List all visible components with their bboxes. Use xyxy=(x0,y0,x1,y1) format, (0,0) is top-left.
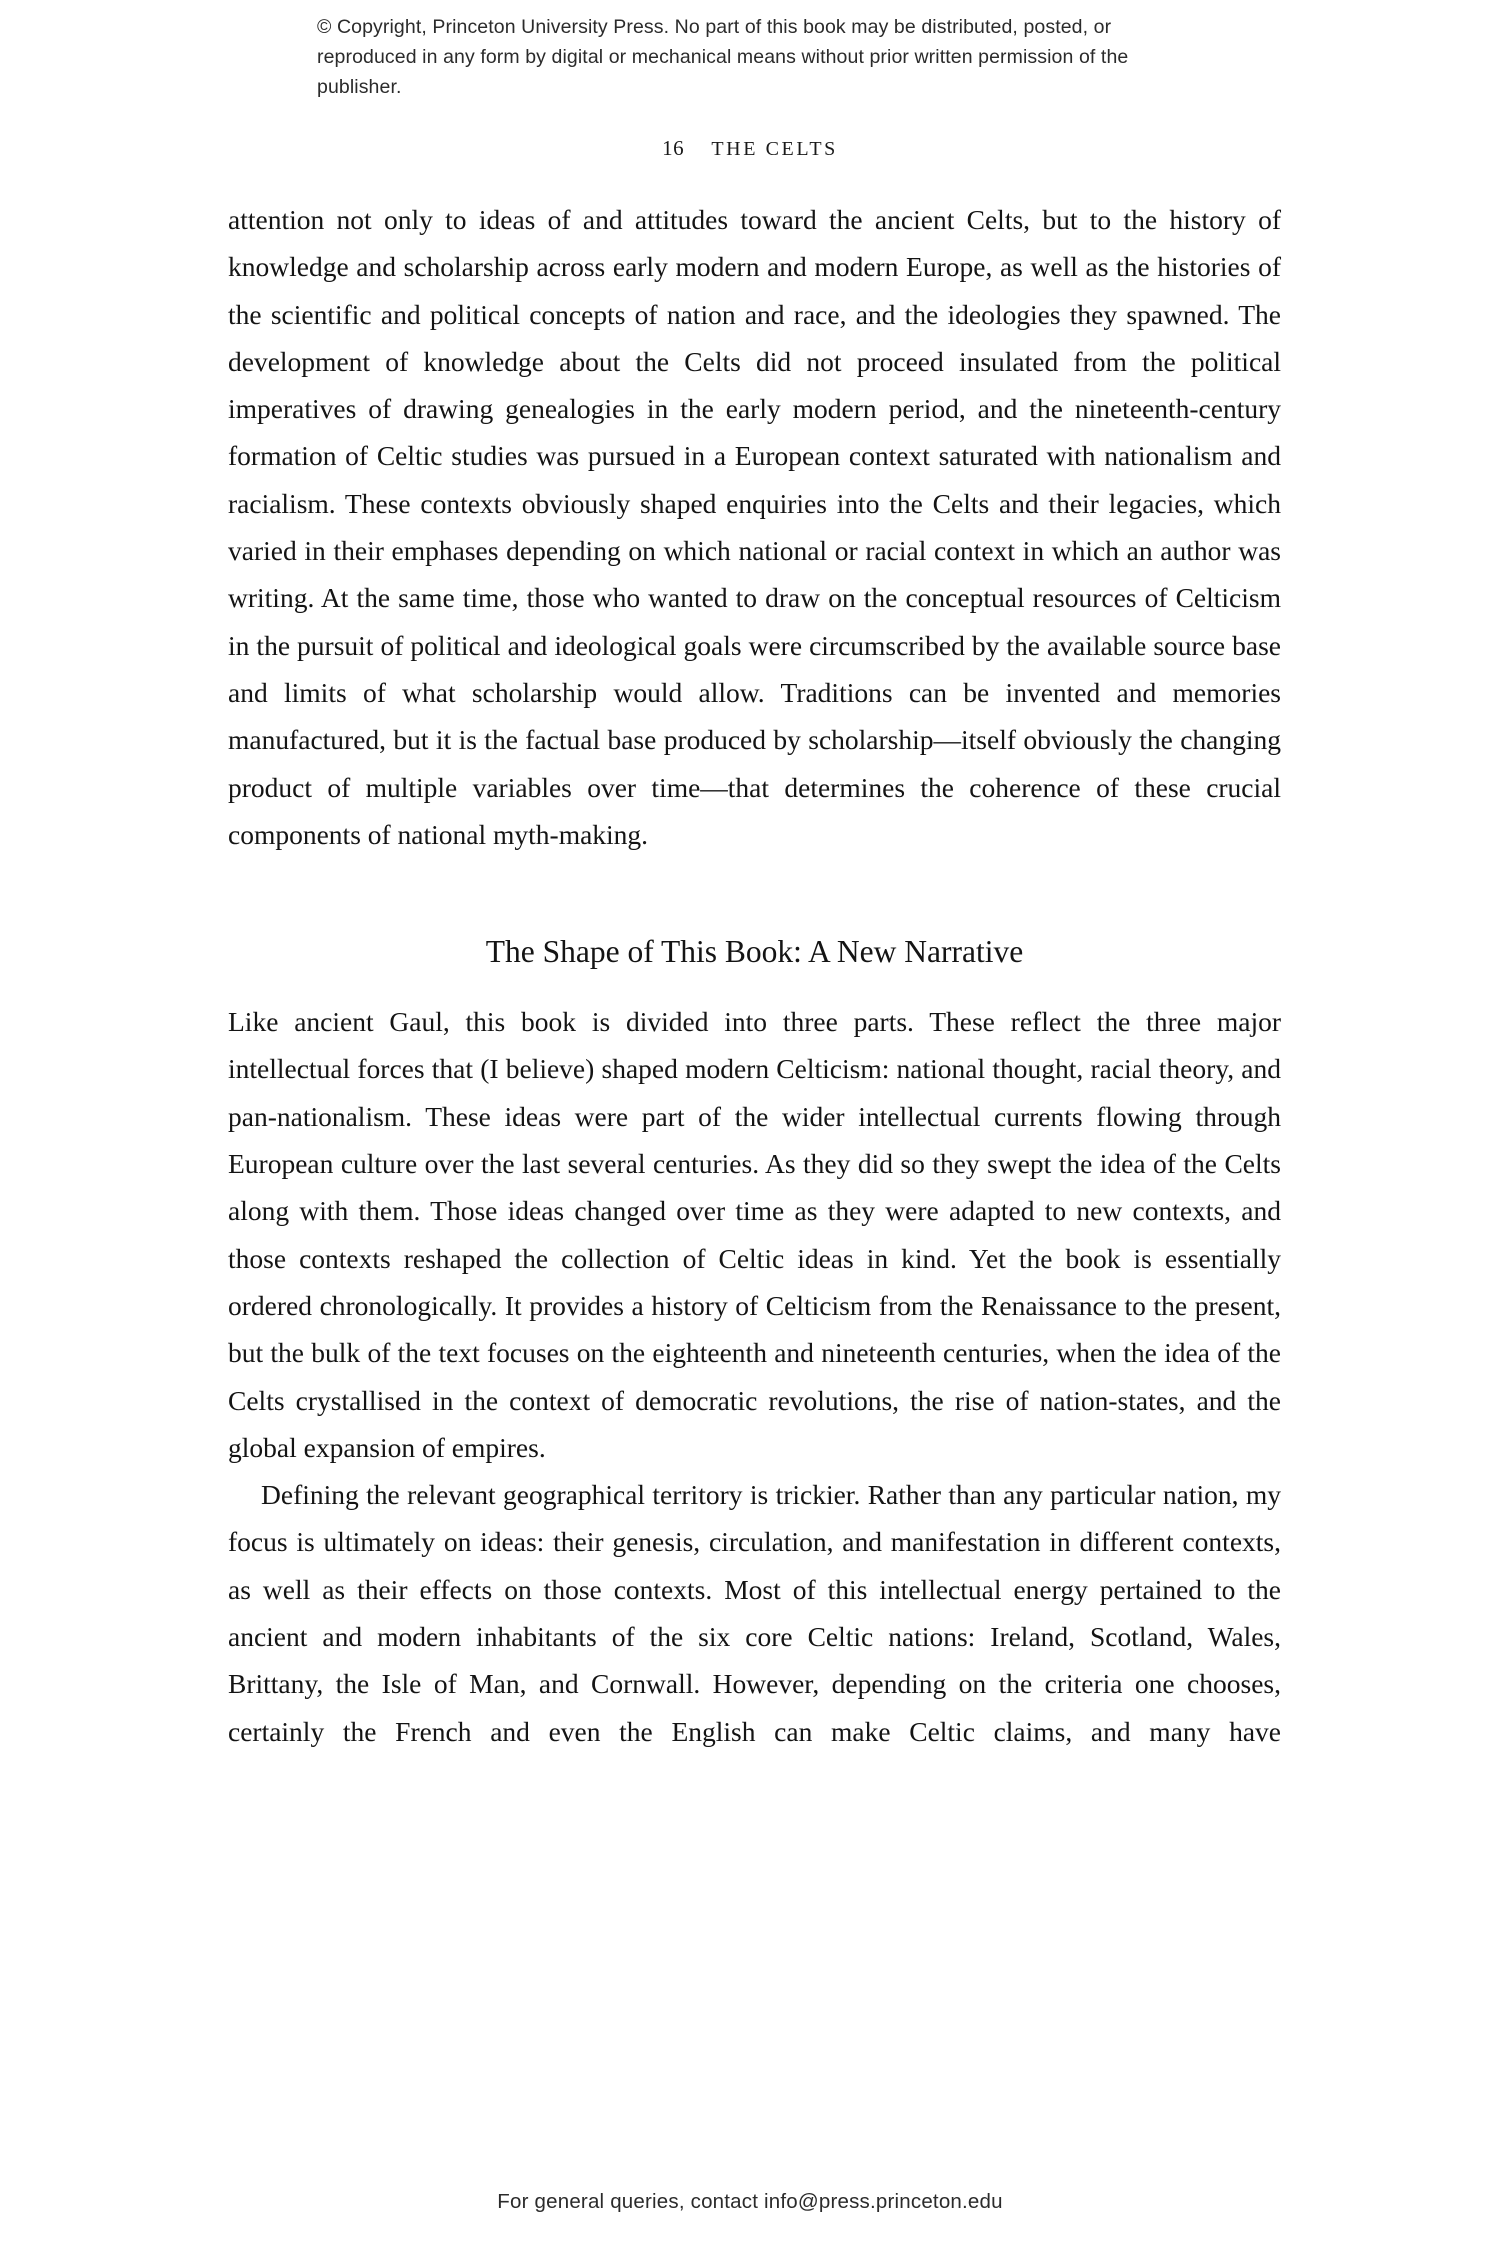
footer-notice: For general queries, contact info@press.princeton.edu xyxy=(497,2190,1003,2213)
spacer-before-heading xyxy=(228,858,1281,932)
paragraph-body-2: Defining the relevant geographical territory is trickier. Rather than any particular nation, my focus is ultimately on ideas: their genesis, circulation, and manifestation in different contexts, as well as their effects on those contexts. Most of this intellectual energy pertained to the ancient and modern inhabitants of the six core Celtic nations: Ireland, Scotland, Wales, Brittany, the Isle of Man, and Cornwall. However, depending on the criteria one chooses, certainly the French and even the English can make Celtic claims, and many have xyxy=(228,1479,1281,1747)
running-head-title: THE CELTS xyxy=(711,138,838,160)
section-heading: The Shape of This Book: A New Narrative xyxy=(485,934,1024,970)
copyright-notice: © Copyright, Princeton University Press. No part of this book may be distributed, posted, or reproduced in any form by digital or mechanical means without prior written permission of the publisher. xyxy=(317,16,1129,98)
paragraph-continued: attention not only to ideas of and attitudes toward the ancient Celts, but to the history of knowledge and scholarship across early modern and modern Europe, as well as the histories of the scientific and political concepts of nation and race, and the ideologies they spawned. The development of knowledge about the Celts did not proceed insulated from the political imperatives of drawing genealogies in the early modern period, and the nineteenth-century formation of Celtic studies was pursued in a European context saturated with nationalism and racialism. These contexts obviously shaped enquiries into the Celts and their legacies, which varied in their emphases depending on which national or racial context in which an author was writing. At the same time, those who wanted to draw on the conceptual resources of Celticism in the pursuit of political and ideological goals were circumscribed by the available source base and limits of what scholarship would allow. Traditions can be invented and memories manufactured, but it is the factual base produced by scholarship—itself obviously the changing product of multiple variables over time—that determines the coherence of these crucial components of national myth-making. xyxy=(228,204,1281,850)
page-textblock xyxy=(228,196,1281,1755)
page-number: 16 xyxy=(662,136,685,160)
paragraph-body-1: Like ancient Gaul, this book is divided into three parts. These reflect the three major intellectual forces that (I believe) shaped modern Celticism: national thought, racial theory, and pan-nationalism. These ideas were part of the wider intellectual currents flowing through European culture over the last several centuries. As they did so they swept the idea of the Celts along with them. Those ideas changed over time as they were adapted to new contexts, and those contexts reshaped the collection of Celtic ideas in kind. Yet the book is essentially ordered chronologically. It provides a history of Celticism from the Renaissance to the present, but the bulk of the text focuses on the eighteenth and nineteenth centuries, when the idea of the Celts crystallised in the context of democratic revolutions, the rise of nation-states, and the global expansion of empires. xyxy=(228,1006,1281,1463)
running-head xyxy=(0,136,1500,161)
spacer-after-heading xyxy=(228,972,1281,998)
